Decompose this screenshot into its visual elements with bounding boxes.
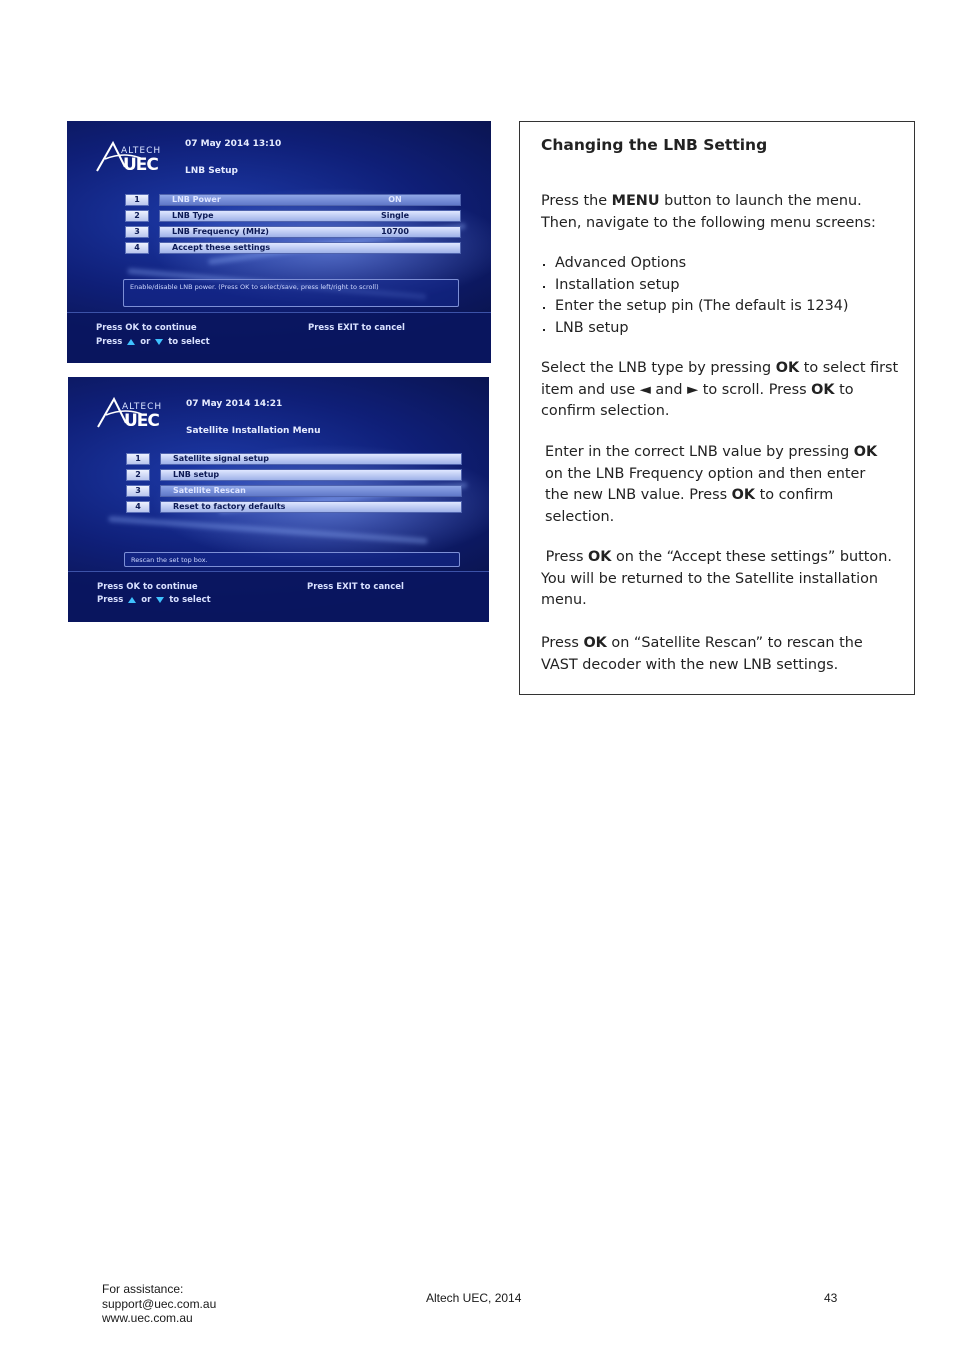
screen-datetime: 07 May 2014 13:10 (185, 139, 282, 149)
text: Press the (541, 193, 612, 209)
text: Select the LNB type by pressing (541, 360, 776, 376)
screen-datetime: 07 May 2014 14:21 (186, 399, 283, 409)
instructions-heading: Changing the LNB Setting (541, 136, 768, 154)
menu-item-number: 3 (126, 485, 150, 497)
select-hint-or: or (140, 337, 151, 347)
select-hint-or: or (141, 595, 152, 605)
instruction-paragraph-lnb-type (541, 358, 901, 423)
cancel-hint: Press EXIT to cancel (307, 582, 404, 592)
menu-item-number: 4 (125, 242, 149, 254)
menu-item-value: 10700 (381, 227, 409, 236)
text: button to launch the menu. Then, navigate to the following menu screens: (541, 193, 876, 231)
logo-text-small: ALTECH (121, 146, 162, 156)
screen-title: Satellite Installation Menu (186, 426, 321, 436)
menu-item-label: LNB Frequency (MHz) (172, 227, 269, 236)
instructions-box (519, 121, 915, 695)
logo-text-big: UEC (124, 411, 159, 431)
menu-item-number: 1 (126, 453, 150, 465)
select-hint-press: Press (96, 337, 123, 347)
ok-keyword: OK (775, 360, 800, 376)
text: Press (545, 549, 589, 565)
menu-item-bar (160, 485, 462, 497)
select-hint-to-select: to select (168, 337, 210, 347)
instruction-paragraph-accept (541, 547, 901, 612)
assistance-label: For assistance: (102, 1282, 184, 1296)
text: to confirm selection. (541, 381, 854, 420)
menu-item-bar (160, 453, 462, 465)
ok-keyword: OK (588, 549, 612, 565)
text: to select first item and use ◄ and ► to scroll. Press (541, 360, 899, 398)
website-link[interactable]: www.uec.com.au (102, 1311, 193, 1325)
menu-item-number: 2 (126, 469, 150, 481)
menu-item-label: Satellite Rescan (173, 486, 246, 495)
menu-item-bar (159, 226, 461, 238)
text: on the LNB Frequency option and then enter the new LNB value. Press (545, 465, 866, 504)
menu-item-bar (159, 242, 461, 254)
select-hint-press: Press (97, 595, 124, 605)
text: on the “Accept these settings” button. You will be returned to the Satellite installation menu. (541, 549, 892, 609)
text: on “Satellite Rescan” to rescan the VAST decoder with the new LNB settings. (541, 635, 863, 673)
menu-item-number: 4 (126, 501, 150, 513)
satellite-installation-screenshot (68, 377, 489, 622)
screen-title: LNB Setup (185, 166, 238, 176)
continue-hint: Press OK to continue (96, 323, 197, 333)
menu-item-number: 2 (125, 210, 149, 222)
instruction-paragraph-lnb-value (545, 442, 890, 528)
menu-item-number: 3 (125, 226, 149, 238)
menu-item-value: Single (380, 211, 410, 220)
ok-keyword: OK (811, 381, 835, 398)
text: Press (541, 635, 584, 651)
text: to confirm selection. (545, 487, 834, 525)
down-arrow-icon (156, 597, 164, 603)
logo-text-big: UEC (123, 155, 158, 175)
menu-steps-list (541, 253, 849, 339)
ok-keyword: OK (583, 635, 607, 651)
menu-item-bar (159, 194, 461, 206)
screen-footer (68, 571, 489, 622)
menu-item-label: Reset to factory defaults (173, 502, 286, 511)
help-text-box: Rescan the set top box. (124, 552, 460, 567)
menu-item-label: LNB Type (172, 211, 214, 220)
list-item: Installation setup (541, 275, 849, 297)
up-arrow-icon (127, 339, 135, 345)
support-email-link[interactable]: support@uec.com.au (102, 1296, 217, 1311)
ok-keyword: OK (731, 487, 756, 504)
instruction-paragraph-rescan (541, 633, 901, 676)
menu-keyword: MENU (611, 193, 660, 209)
cancel-hint: Press EXIT to cancel (308, 323, 405, 333)
list-item: Enter the setup pin (The default is 1234) (541, 296, 849, 318)
page-number: 43 (824, 1291, 838, 1305)
menu-item-label: LNB Power (172, 195, 221, 204)
menu-item-number: 1 (125, 194, 149, 206)
menu-item-label: Accept these settings (172, 243, 271, 252)
assistance-contact (102, 1282, 216, 1326)
select-hint (97, 595, 211, 605)
list-item: Advanced Options (541, 253, 849, 275)
help-text-box: Enable/disable LNB power. (Press OK to select/save, press left/right to scroll) (123, 279, 459, 307)
lnb-setup-screenshot (67, 121, 491, 363)
logo-text-small: ALTECH (122, 402, 163, 412)
list-item: LNB setup (541, 318, 849, 340)
instruction-paragraph-menu (541, 191, 901, 234)
continue-hint: Press OK to continue (97, 582, 198, 592)
ok-keyword: OK (853, 444, 878, 460)
select-hint (96, 337, 210, 347)
menu-item-value: ON (388, 195, 402, 204)
light-streak (108, 516, 428, 544)
text: Enter in the correct LNB value by pressing (545, 444, 854, 460)
menu-item-bar (160, 501, 462, 513)
down-arrow-icon (155, 339, 163, 345)
menu-item-label: Satellite signal setup (173, 454, 269, 463)
select-hint-to-select: to select (169, 595, 211, 605)
copyright: Altech UEC, 2014 (426, 1291, 522, 1305)
screen-footer (67, 312, 491, 363)
up-arrow-icon (128, 597, 136, 603)
menu-item-bar (160, 469, 462, 481)
menu-item-bar (159, 210, 461, 222)
menu-item-label: LNB setup (173, 470, 220, 479)
